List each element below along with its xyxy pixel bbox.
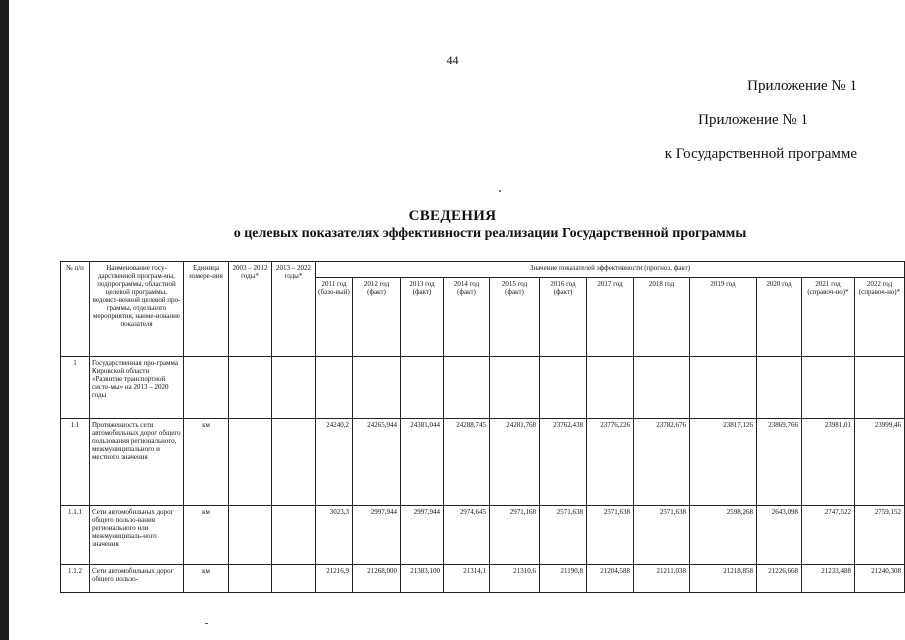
row-name: Сети автомобильных дорог общего пользо-вания регионального или межмуниципаль-ного значения [90, 506, 184, 565]
header-year: 2011 год (базо-вый) [316, 278, 353, 357]
row-value [757, 357, 802, 419]
scan-mark [205, 623, 208, 624]
header-unit: Единица измере-ния [184, 262, 229, 357]
row-num: 1.1.2 [61, 565, 90, 593]
row-value: 23869,766 [757, 419, 802, 506]
header-year: 2016 год (факт) [540, 278, 587, 357]
row-value: 23817,126 [690, 419, 757, 506]
row-period-2003 [229, 565, 272, 593]
row-value [587, 357, 634, 419]
header-num: № п/п [61, 262, 90, 357]
row-value: 2997,944 [353, 506, 401, 565]
table-row [61, 419, 905, 506]
row-value: 21233,488 [802, 565, 855, 593]
header-row-1 [61, 262, 905, 278]
header-year: 2017 год [587, 278, 634, 357]
row-value: 21216,9 [316, 565, 353, 593]
row-value: 24381,044 [401, 419, 444, 506]
row-value: 23776,226 [587, 419, 634, 506]
header-year: 2020 год [757, 278, 802, 357]
indicators-table [60, 261, 905, 593]
table-row [61, 506, 905, 565]
row-value: 21190,8 [540, 565, 587, 593]
row-unit: км [184, 506, 229, 565]
row-value: 2759,152 [855, 506, 905, 565]
row-period-2013 [272, 506, 316, 565]
appendix-line-3: к Государственной программе [664, 146, 857, 162]
row-value: 21218,858 [690, 565, 757, 593]
row-value: 21314,1 [444, 565, 490, 593]
row-value: 2571,638 [634, 506, 690, 565]
row-num: 1.1 [61, 419, 90, 506]
row-num: 1 [61, 357, 90, 419]
header-year: 2015 год (факт) [490, 278, 540, 357]
row-value [401, 357, 444, 419]
row-value [855, 357, 905, 419]
header-year: 2019 год [690, 278, 757, 357]
row-value: 2598,268 [690, 506, 757, 565]
row-value: 21268,000 [353, 565, 401, 593]
scan-speck [499, 190, 501, 192]
row-value: 2974,645 [444, 506, 490, 565]
header-year: 2018 год [634, 278, 690, 357]
row-period-2013 [272, 357, 316, 419]
header-name: Наименование госу-дарственной програм-мы, подпрограммы, областной целевой программы, ведомст-венной целевой про-граммы, отдельного мероприятия, наиме-нование показателя [90, 262, 184, 357]
appendix-line-1: Приложение № 1 [747, 78, 857, 94]
header-year: 2021 год (справоч-но)* [802, 278, 855, 357]
row-value: 23999,46 [855, 419, 905, 506]
row-value: 21226,668 [757, 565, 802, 593]
row-name: Сети автомобильных дорог общего пользо- [90, 565, 184, 593]
row-value: 24265,944 [353, 419, 401, 506]
row-period-2003 [229, 506, 272, 565]
row-value: 24281,768 [490, 419, 540, 506]
row-value [316, 357, 353, 419]
row-value: 21240,308 [855, 565, 905, 593]
header-period-2013: 2013 – 2022 годы* [272, 262, 316, 357]
row-value: 2643,098 [757, 506, 802, 565]
row-value [802, 357, 855, 419]
row-value: 21211,038 [634, 565, 690, 593]
row-value: 21383,100 [401, 565, 444, 593]
row-value [634, 357, 690, 419]
document-title: СВЕДЕНИЯ [408, 208, 497, 224]
row-value: 24288,745 [444, 419, 490, 506]
row-value: 21310,6 [490, 565, 540, 593]
document-subtitle: о целевых показателях эффективности реализации Государственной программы [233, 226, 747, 241]
row-value: 23762,438 [540, 419, 587, 506]
table-row [61, 565, 905, 593]
row-unit: км [184, 419, 229, 506]
row-name: Протяженность сети автомобильных дорог общего пользования регионального, межмуниципального и местного значения [90, 419, 184, 506]
header-year: 2022 год (справоч-но)* [855, 278, 905, 357]
header-values-group: Значение показателей эффективности (прогноз, факт) [316, 262, 905, 278]
row-value: 2571,638 [587, 506, 634, 565]
row-unit: км [184, 565, 229, 593]
row-period-2003 [229, 357, 272, 419]
row-period-2003 [229, 419, 272, 506]
appendix-line-2: Приложение № 1 [698, 112, 808, 128]
row-value: 2747,522 [802, 506, 855, 565]
header-year: 2014 год (факт) [444, 278, 490, 357]
row-num: 1.1.1 [61, 506, 90, 565]
row-name: Государственная про-грамма Кировской области «Развитие транспортной систе-мы» на 2013 – 2020 годы [90, 357, 184, 419]
row-value [444, 357, 490, 419]
row-value [353, 357, 401, 419]
row-value [540, 357, 587, 419]
row-unit [184, 357, 229, 419]
row-value: 2971,168 [490, 506, 540, 565]
row-period-2013 [272, 419, 316, 506]
row-value [690, 357, 757, 419]
row-value: 3023,3 [316, 506, 353, 565]
row-value: 23782,676 [634, 419, 690, 506]
row-value [490, 357, 540, 419]
row-period-2013 [272, 565, 316, 593]
table-row [61, 357, 905, 419]
header-year: 2012 год (факт) [353, 278, 401, 357]
header-period-2003: 2003 – 2012 годы* [229, 262, 272, 357]
row-value: 24240,2 [316, 419, 353, 506]
row-value: 23981,01 [802, 419, 855, 506]
header-year: 2013 год (факт) [401, 278, 444, 357]
row-value: 2997,944 [401, 506, 444, 565]
page-number: 44 [446, 53, 459, 67]
scan-left-edge [0, 0, 9, 640]
row-value: 2571,638 [540, 506, 587, 565]
row-value: 21204,588 [587, 565, 634, 593]
